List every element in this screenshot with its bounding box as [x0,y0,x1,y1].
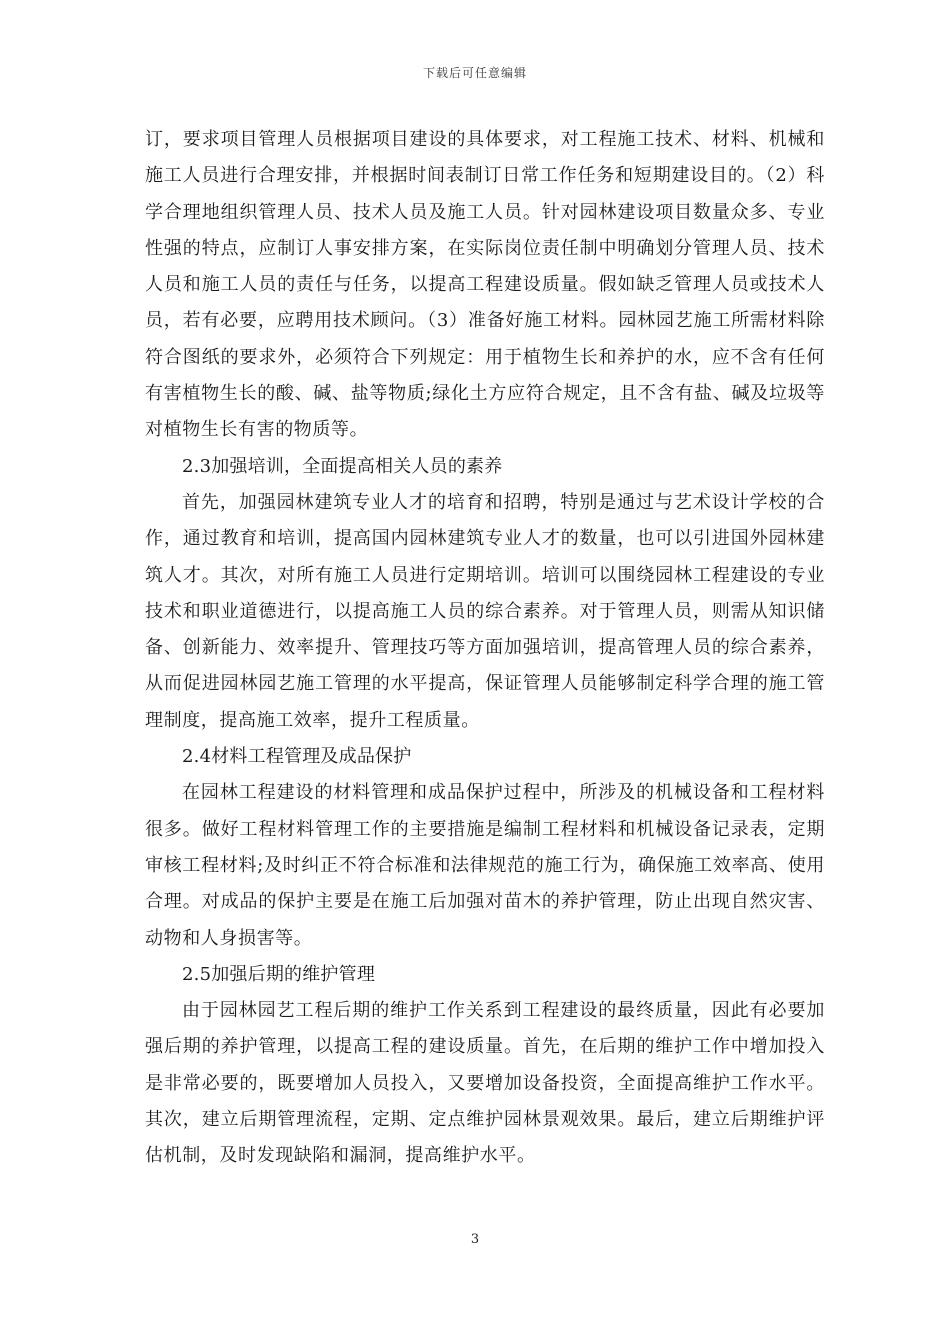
section-heading-2-5: 2.5加强后期的维护管理 [182,963,376,985]
paragraph-maintenance: 由于园林园艺工程后期的维护工作关系到工程建设的最终质量，因此有必要加强后期的养护管理，以提高工程的建设质量。首先，在后期的维护工作中增加投入是非常必要的，既要增加人员投入，又要增加设备投资，全面提高维护工作水平。其次，建立后期管理流程，定期、定点维护园林景观效果。最后，建立后期维护评估机制，及时发现缺陷和漏洞，提高维护水平。 [145,1000,825,1167]
document-body [145,122,825,1175]
page-number: 3 [470,1232,480,1247]
section-heading-2-4: 2.4材料工程管理及成品保护 [182,746,412,768]
paragraph-materials-protection: 在园林工程建设的材料管理和成品保护过程中，所涉及的机械设备和工程材料很多。做好工程材料管理工作的主要措施是编制工程材料和机械设备记录表，定期审核工程材料;及时纠正不符合标准和法律规范的施工行为，确保施工效率高、使用合理。对成品的保护主要是在施工后加强对苗木的养护管理，防止出现自然灾害、动物和人身损害等。 [145,782,825,949]
paragraph-training: 首先，加强园林建筑专业人才的培育和招聘，特别是通过与艺术设计学校的合作，通过教育和培训，提高国内园林建筑专业人才的数量，也可以引进国外园林建筑人才。其次，对所有施工人员进行定期培训。培训可以围绕园林工程建设的专业技术和职业道德进行，以提高施工人员的综合素养。对于管理人员，则需从知识储备、创新能力、效率提升、管理技巧等方面加强培训，提高管理人员的综合素养，从而促进园林园艺施工管理的水平提高，保证管理人员能够制定科学合理的施工管理制度，提高施工效率，提升工程质量。 [145,491,825,731]
paragraph-staffing-materials: 订，要求项目管理人员根据项目建设的具体要求，对工程施工技术、材料、机械和施工人员进行合理安排，并根据时间表制订日常工作任务和短期建设目的。（2）科学合理地组织管理人员、技术人员及施工人员。针对园林建设项目数量众多、专业性强的特点，应制订人事安排方案，在实际岗位责任制中明确划分管理人员、技术人员和施工人员的责任与任务，以提高工程建设质量。假如缺乏管理人员或技术人员，若有必要，应聘用技术顾问。（3）准备好施工材料。园林园艺施工所需材料除符合图纸的要求外，必须符合下列规定：用于植物生长和养护的水，应不含有任何有害植物生长的酸、碱、盐等物质;绿化土方应符合规定，且不含有盐、碱及垃圾等对植物生长有害的物质等。 [145,129,825,441]
section-heading-2-3: 2.3加强培训，全面提高相关人员的素养 [182,455,503,477]
page-header: 下载后可任意编辑 [422,66,527,80]
